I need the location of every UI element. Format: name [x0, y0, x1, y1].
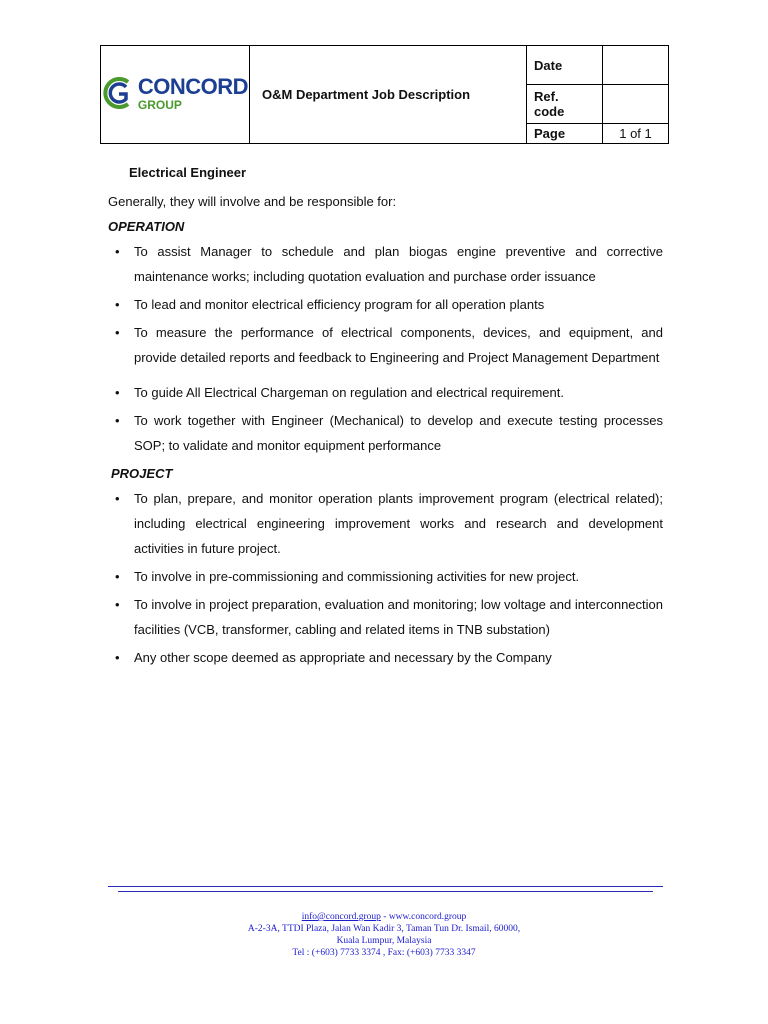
contact-line: Tel : (+603) 7733 3374 , Fax: (+603) 7733 3347: [292, 948, 476, 958]
list-item: • To lead and monitor electrical efficiency program for all operation plants: [108, 292, 663, 317]
list-item: • To involve in project preparation, evaluation and monitoring; low voltage and interconnection facilities (VCB, transformer, cabling and related items in TNB substation): [108, 592, 663, 642]
operation-list: [108, 239, 663, 458]
footer-divider-bottom: [118, 891, 653, 892]
operation-heading: OPERATION: [108, 219, 185, 234]
ref-code-value: [603, 85, 669, 123]
logo-main-text: CONCORD: [137, 73, 249, 99]
company-logo: [102, 74, 248, 112]
page-label: Page: [527, 123, 603, 143]
list-item: • Any other scope deemed as appropriate and necessary by the Company: [108, 645, 663, 670]
date-value: [603, 46, 669, 85]
ref-label-line2: code: [534, 104, 565, 120]
logo-sub-text: GROUP: [137, 97, 182, 112]
list-item: • To assist Manager to schedule and plan biogas engine preventive and corrective maintenance works; including quotation evaluation and purchase order issuance: [108, 239, 663, 289]
footer-divider-top: [108, 886, 663, 887]
footer-contact: [0, 911, 768, 959]
job-title: Electrical Engineer: [129, 165, 247, 180]
document-header-table: [100, 45, 669, 144]
logo-cell: [101, 46, 250, 144]
job-description-body: [108, 160, 663, 673]
page-value: 1 of 1: [603, 123, 669, 143]
list-item: • To measure the performance of electrical components, devices, and equipment, and provide detailed reports and feedback to Engineering and Project Management Department: [108, 320, 663, 370]
project-list: [108, 486, 663, 670]
website-text: www.concord.group: [388, 912, 467, 922]
intro-text: Generally, they will involve and be responsible for:: [108, 194, 397, 209]
document-title: O&M Department Job Description: [250, 46, 527, 144]
project-heading: PROJECT: [111, 466, 173, 481]
concord-logo-icon: [102, 74, 136, 112]
list-item: • To involve in pre-commissioning and commissioning activities for new project.: [108, 564, 663, 589]
list-item: • To guide All Electrical Chargeman on regulation and electrical requirement.: [108, 380, 663, 405]
address-line-1: A-2-3A, TTDI Plaza, Jalan Wan Kadir 3, Taman Tun Dr. Ismail, 60000,: [247, 924, 521, 934]
ref-label-line1: Ref.: [534, 89, 559, 105]
email-link[interactable]: info@concord.group: [301, 912, 381, 922]
list-item: • To work together with Engineer (Mechanical) to develop and execute testing processes SOP; to validate and monitor equipment performance: [108, 408, 663, 458]
address-line-2: Kuala Lumpur, Malaysia: [336, 936, 432, 946]
date-label: Date: [527, 46, 603, 85]
ref-code-label: [527, 85, 603, 123]
list-item: • To plan, prepare, and monitor operation plants improvement program (electrical related); including electrical engineering improvement works and research and development activities in future project.: [108, 486, 663, 561]
footer-separator: -: [380, 912, 389, 922]
